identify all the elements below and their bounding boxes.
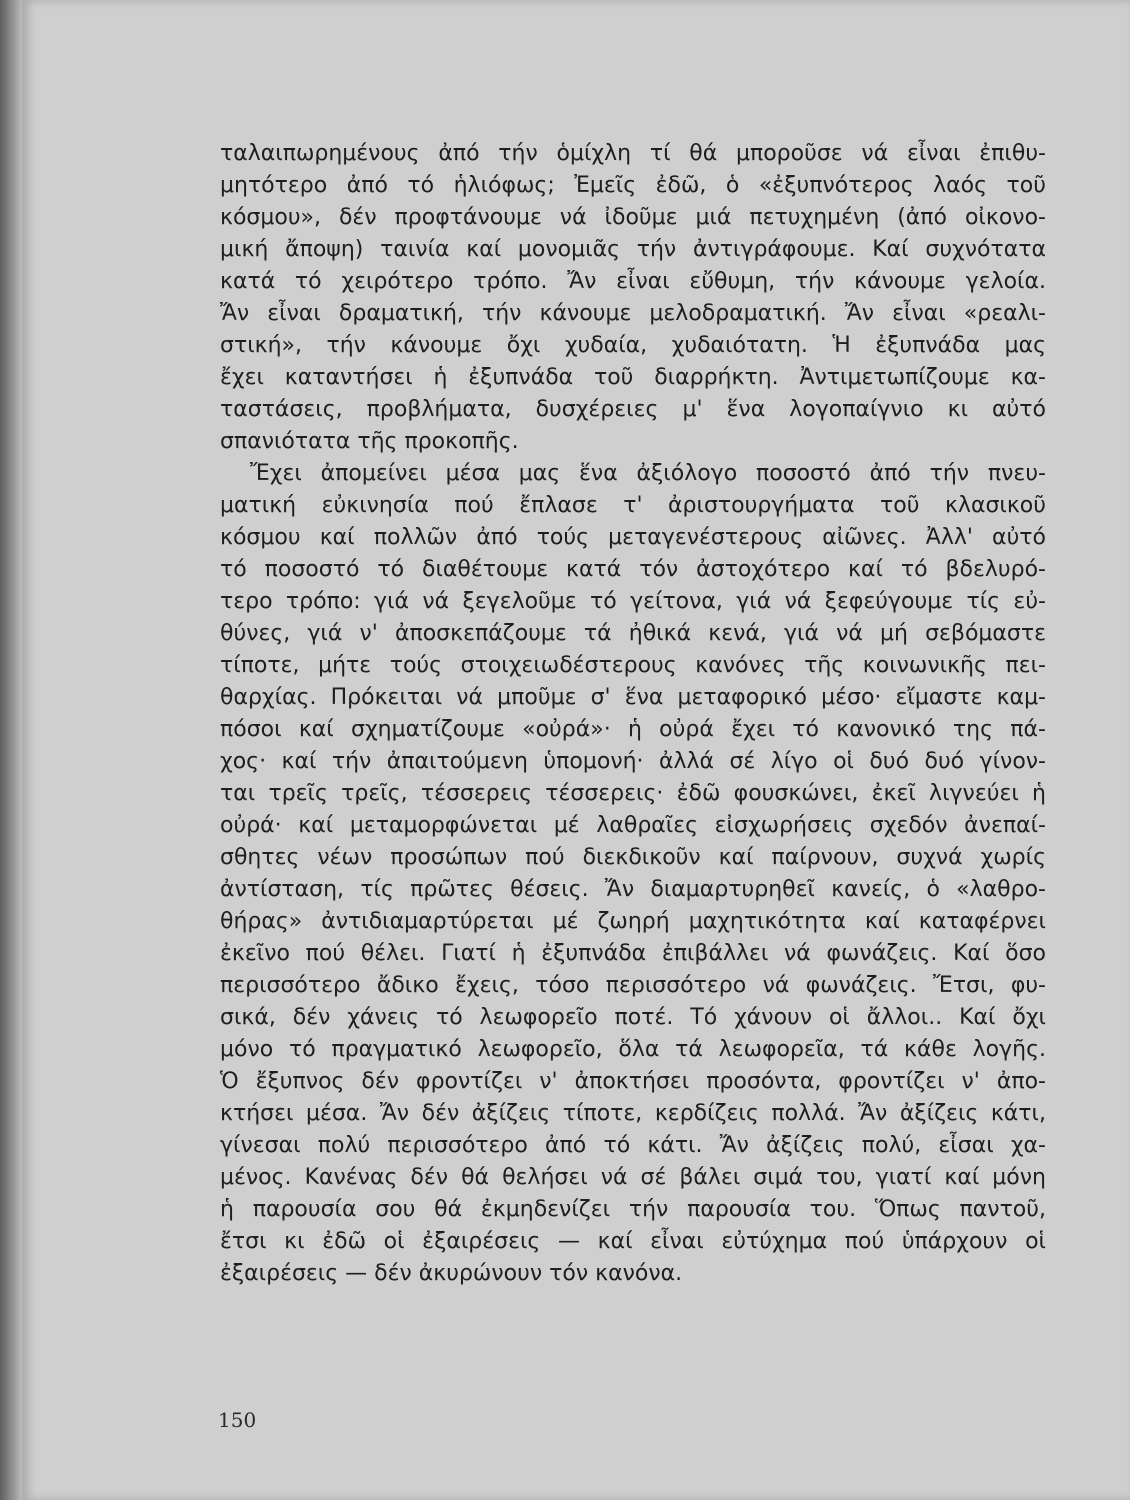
text-line: ταστάσεις, προβλήματα, δυσχέρειες μ' ἕνα λογοπαίγνιο κι αὐτό [220,397,1046,422]
page-number: 150 [218,1408,257,1432]
text-line: γίνεσαι πολύ περισσότερο ἀπό τό κάτι. Ἄν ἀξίζεις πολύ, εἶσαι χα- [220,1133,1046,1158]
text-line: κόσμου», δέν προφτάνουμε νά ἰδοῦμε μιά πετυχημένη (ἀπό οἰκονο- [220,205,1046,230]
text-line: κόσμου καί πολλῶν ἀπό τούς μεταγενέστερους αἰῶνες. Ἀλλ' αὐτό [220,525,1046,550]
text-line: κατά τό χειρότερο τρόπο. Ἄν εἶναι εὔθυμη, τήν κάνουμε γελοία. [220,269,1046,294]
text-line: ἡ παρουσία σου θά ἐκμηδενίζει τήν παρουσία του. Ὅπως παντοῦ, [220,1197,1046,1222]
text-line: κτήσει μέσα. Ἄν δέν ἀξίζεις τίποτε, κερδίζεις πολλά. Ἄν ἀξίζεις κάτι, [220,1101,1046,1126]
text-line: μόνο τό πραγματικό λεωφορεῖο, ὅλα τά λεωφορεῖα, τά κάθε λογῆς. [220,1037,1046,1062]
text-line: μένος. Κανένας δέν θά θελήσει νά σέ βάλει σιμά του, γιατί καί μόνη [220,1165,1046,1190]
text-line: σπανιότατα τῆς προκοπῆς. [220,429,519,454]
text-line: σικά, δέν χάνεις τό λεωφορεῖο ποτέ. Τό χάνουν οἱ ἄλλοι.. Καί ὄχι [220,1005,1046,1030]
text-line: χος· καί τήν ἀπαιτούμενη ὑπομονή· ἀλλά σέ λίγο οἱ δυό δυό γίνον- [220,749,1046,774]
book-page [22,0,1130,1500]
paragraph [220,138,1046,458]
text-line: περισσότερο ἄδικο ἔχεις, τόσο περισσότερο νά φωνάζεις. Ἔτσι, φυ- [220,973,1046,998]
text-line: ἔτσι κι ἐδῶ οἱ ἐξαιρέσεις — καί εἶναι εὐτύχημα πού ὑπάρχουν οἱ [220,1229,1046,1254]
text-line: μητότερο ἀπό τό ἡλιόφως; Ἐμεῖς ἐδῶ, ὁ «ἐξυπνότερος λαός τοῦ [220,173,1046,198]
paragraph [220,458,1046,1290]
text-line: τίποτε, μήτε τούς στοιχειωδέστερους κανόνες τῆς κοινωνικῆς πει- [220,653,1046,678]
body-text [220,138,1046,1290]
text-line: θύνες, γιά ν' ἀποσκεπάζουμε τά ἠθικά κενά, γιά νά μή σεβόμαστε [220,621,1046,646]
text-line: Ἄν εἶναι δραματική, τήν κάνουμε μελοδραματική. Ἄν εἶναι «ρεαλι- [220,301,1046,326]
text-line: μική ἄποψη) ταινία καί μονομιᾶς τήν ἀντιγράφουμε. Καί συχνότατα [220,237,1046,262]
text-line: τερο τρόπο: γιά νά ξεγελοῦμε τό γείτονα, γιά νά ξεφεύγουμε τίς εὐ- [220,589,1046,614]
text-line: στική», τήν κάνουμε ὄχι χυδαία, χυδαιότατη. Ἡ ἐξυπνάδα μας [220,333,1046,358]
text-line: Ὁ ἔξυπνος δέν φροντίζει ν' ἀποκτήσει προσόντα, φροντίζει ν' ἀπο- [220,1069,1046,1094]
text-line: ταλαιπωρημένους ἀπό τήν ὁμίχλη τί θά μποροῦσε νά εἶναι ἐπιθυ- [220,141,1046,166]
text-line: πόσοι καί σχηματίζουμε «οὐρά»· ἡ οὐρά ἔχει τό κανονικό της πά- [220,717,1046,742]
text-line: σθητες νέων προσώπων πού διεκδικοῦν καί παίρνουν, συχνά χωρίς [220,845,1046,870]
text-line: Ἔχει ἀπομείνει μέσα μας ἕνα ἀξιόλογο ποσοστό ἀπό τήν πνευ- [250,461,1046,486]
text-line: ματική εὐκινησία πού ἔπλασε τ' ἀριστουργήματα τοῦ κλασικοῦ [220,493,1046,518]
text-line: οὐρά· καί μεταμορφώνεται μέ λαθραῖες εἰσχωρήσεις σχεδόν ἀνεπαί- [220,813,1046,838]
text-line: ἐξαιρέσεις — δέν ἀκυρώνουν τόν κανόνα. [220,1261,683,1286]
text-line: ται τρεῖς τρεῖς, τέσσερεις τέσσερεις· ἐδῶ φουσκώνει, ἐκεῖ λιγνεύει ἡ [220,781,1046,806]
scan-edge [0,0,24,1500]
text-line: θήρας» ἀντιδιαμαρτύρεται μέ ζωηρή μαχητικότητα καί καταφέρνει [220,909,1046,934]
text-line: ἀντίσταση, τίς πρῶτες θέσεις. Ἄν διαμαρτυρηθεῖ κανείς, ὁ «λαθρο- [220,877,1046,902]
text-line: θαρχίας. Πρόκειται νά μποῦμε σ' ἕνα μεταφορικό μέσο· εἴμαστε καμ- [220,685,1046,710]
text-line: τό ποσοστό τό διαθέτουμε κατά τόν ἀστοχότερο καί τό βδελυρό- [220,557,1046,582]
text-line: ἐκεῖνο πού θέλει. Γιατί ἡ ἐξυπνάδα ἐπιβάλλει νά φωνάζεις. Καί ὅσο [220,941,1046,966]
text-line: ἔχει καταντήσει ἡ ἐξυπνάδα τοῦ διαρρήκτη. Ἀντιμετωπίζουμε κα- [220,365,1046,390]
